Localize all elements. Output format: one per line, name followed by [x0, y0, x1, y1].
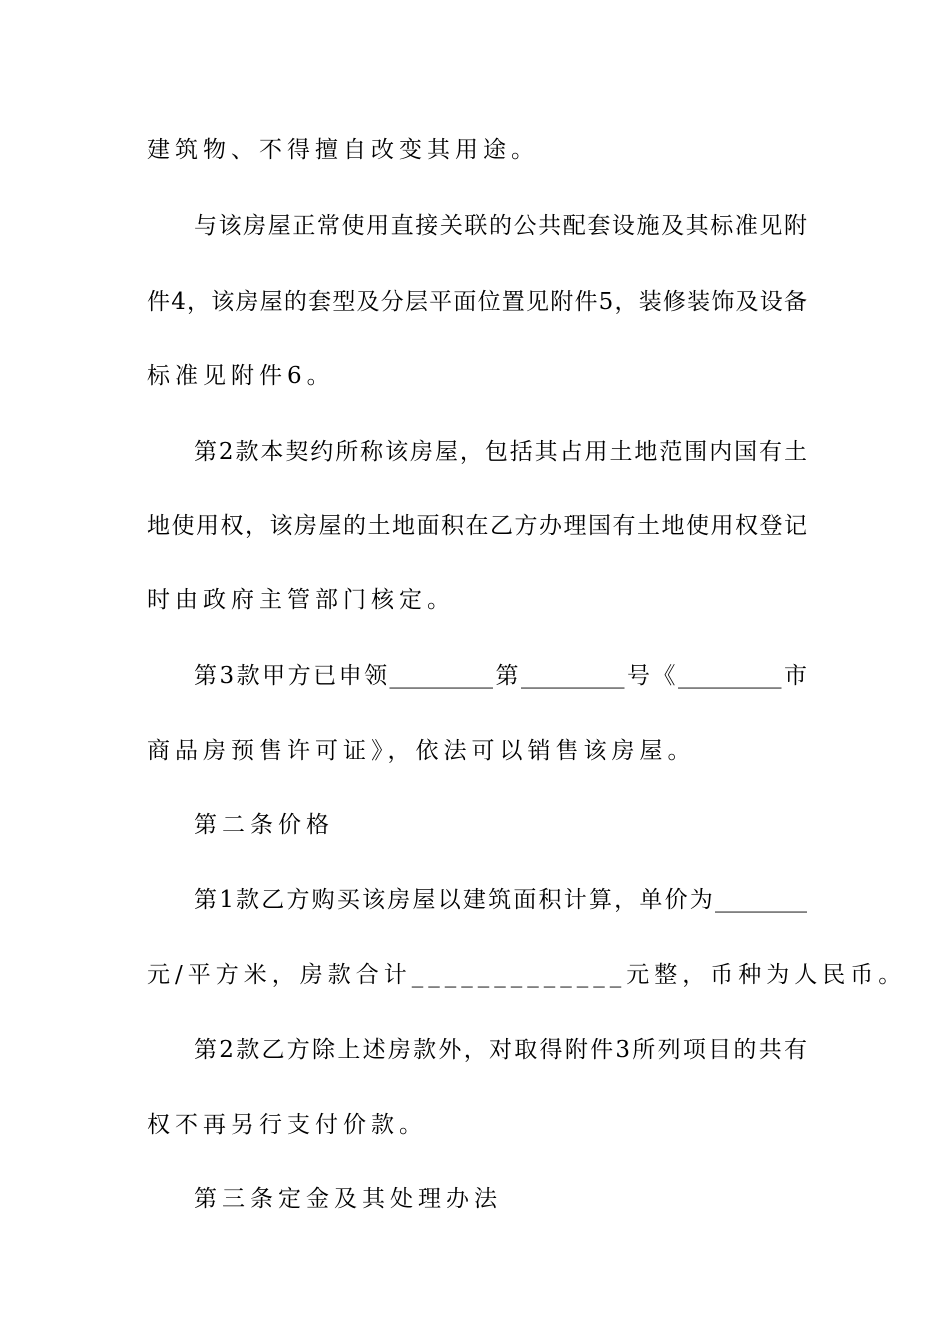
- text-line-2: 与该房屋正常使用直接关联的公共配套设施及其标准见附: [194, 213, 807, 239]
- text-line-12: 元/平方米，房款合计_____________元整，币种为人民币。: [147, 962, 907, 988]
- text-line-9: 商品房预售许可证》，依法可以销售该房屋。: [147, 738, 696, 764]
- text-line-3: 件4，该房屋的套型及分层平面位置见附件5，装修装饰及设备: [147, 289, 807, 315]
- text-line-1: 建筑物、不得擅自改变其用途。: [147, 137, 539, 163]
- text-line-4: 标准见附件6。: [147, 363, 335, 389]
- text-line-6: 地使用权，该房屋的土地面积在乙方办理国有土地使用权登记: [147, 513, 807, 539]
- text-line-7: 时由政府主管部门核定。: [147, 587, 455, 613]
- section-heading-deposit: 第三条定金及其处理办法: [194, 1186, 502, 1212]
- text-line-14: 权不再另行支付价款。: [147, 1112, 427, 1138]
- text-line-8: 第3款甲方已申领_________第_________号《_________市: [194, 663, 807, 689]
- text-line-11: 第1款乙方购买该房屋以建筑面积计算，单价为________: [194, 887, 807, 913]
- text-line-5: 第2款本契约所称该房屋，包括其占用土地范围内国有土: [194, 439, 807, 465]
- text-line-13: 第2款乙方除上述房款外，对取得附件3所列项目的共有: [194, 1037, 807, 1063]
- section-heading-price: 第二条价格: [194, 812, 334, 838]
